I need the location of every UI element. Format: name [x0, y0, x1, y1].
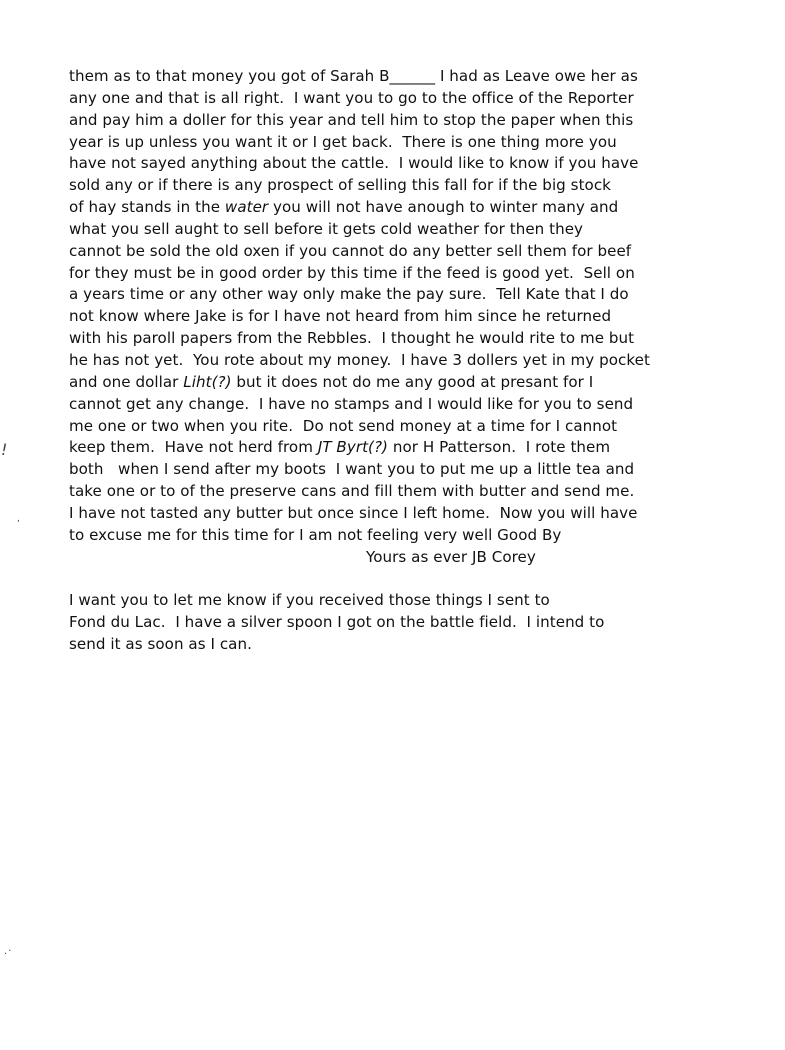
letter-line	[69, 88, 719, 110]
letter-line	[69, 459, 719, 481]
line-text: to excuse me for this time for I am not feeling very well Good By	[69, 525, 562, 544]
letter-line	[69, 284, 719, 306]
letter-line	[69, 328, 719, 350]
italic-text: Liht(?)	[183, 372, 232, 391]
letter-line	[69, 306, 719, 328]
paragraph-gap	[69, 568, 719, 590]
line-text: both when I send after my boots I want you to put me up a little tea and	[69, 460, 635, 479]
letter-line	[69, 350, 719, 372]
line-text: any one and that is all right. I want you to go to the office of the Reporter	[69, 88, 634, 107]
line-text: he has not yet. You rote about my money. I have 3 dollers yet in my pocket	[69, 350, 650, 369]
letter-body	[69, 66, 719, 547]
letter-line	[69, 416, 719, 438]
margin-mark: .·	[4, 946, 13, 957]
line-text: with his paroll papers from the Rebbles. I thought he would rite to me but	[69, 329, 635, 348]
line-text: year is up unless you want it or I get back. There is one thing more you	[69, 132, 617, 151]
letter-line	[69, 175, 719, 197]
italic-text: JT Byrt(?)	[317, 438, 388, 457]
letter-line	[69, 394, 719, 416]
letter-line	[69, 153, 719, 175]
line-text: not know where Jake is for I have not heard from him since he returned	[69, 307, 612, 326]
letter-line	[69, 219, 719, 241]
postscript-line: send it as soon as I can.	[69, 634, 252, 653]
line-text: me one or two when you rite. Do not send money at a time for I cannot	[69, 416, 618, 435]
line-text: you will not have anough to winter many and	[268, 198, 619, 217]
line-text: I have not tasted any butter but once since I left home. Now you will have	[69, 503, 638, 522]
postscript-line: I want you to let me know if you received those things I sent to	[69, 591, 550, 610]
line-text: have not sayed anything about the cattle. I would like to know if you have	[69, 154, 639, 173]
line-text: cannot be sold the old oxen if you cannot do any better sell them for beef	[69, 241, 632, 260]
letter-line	[69, 66, 719, 88]
margin-mark: !	[1, 440, 8, 459]
letter-text	[69, 66, 719, 656]
letter-line	[69, 481, 719, 503]
line-text: them as to that money you got of Sarah B______ I had as Leave owe her as	[69, 67, 638, 85]
line-text: nor H Patterson. I rote them	[387, 438, 611, 457]
letter-line	[69, 263, 719, 285]
line-text: and one dollar	[69, 372, 184, 391]
postscript-line: Fond du Lac. I have a silver spoon I got on the battle field. I intend to	[69, 613, 605, 632]
line-text: and pay him a doller for this year and tell him to stop the paper when this	[69, 110, 634, 129]
line-text: keep them. Have not herd from	[69, 438, 318, 457]
letter-line	[69, 503, 719, 525]
letter-line	[69, 132, 719, 154]
line-text: take one or to of the preserve cans and fill them with butter and send me.	[69, 482, 635, 501]
line-text: what you sell aught to sell before it gets cold weather for then they	[69, 219, 584, 238]
letter-postscript	[69, 590, 719, 656]
line-text: a years time or any other way only make the pay sure. Tell Kate that I do	[69, 285, 629, 304]
line-text: but it does not do me any good at presant for I	[231, 372, 594, 391]
margin-mark: ,	[17, 514, 20, 524]
line-text: for they must be in good order by this time if the feed is good yet. Sell on	[69, 263, 635, 282]
letter-line	[69, 110, 719, 132]
letter-line	[69, 525, 719, 547]
letter-line	[69, 372, 719, 394]
line-text: of hay stands in the	[69, 198, 225, 217]
letter-line	[69, 437, 719, 459]
letter-signature: Yours as ever JB Corey	[366, 547, 536, 566]
line-text: cannot get any change. I have no stamps and I would like for you to send	[69, 394, 634, 413]
letter-line	[69, 197, 719, 219]
letter-line	[69, 241, 719, 263]
italic-text: water	[224, 198, 269, 217]
line-text: sold any or if there is any prospect of selling this fall for if the big stock	[69, 176, 611, 195]
